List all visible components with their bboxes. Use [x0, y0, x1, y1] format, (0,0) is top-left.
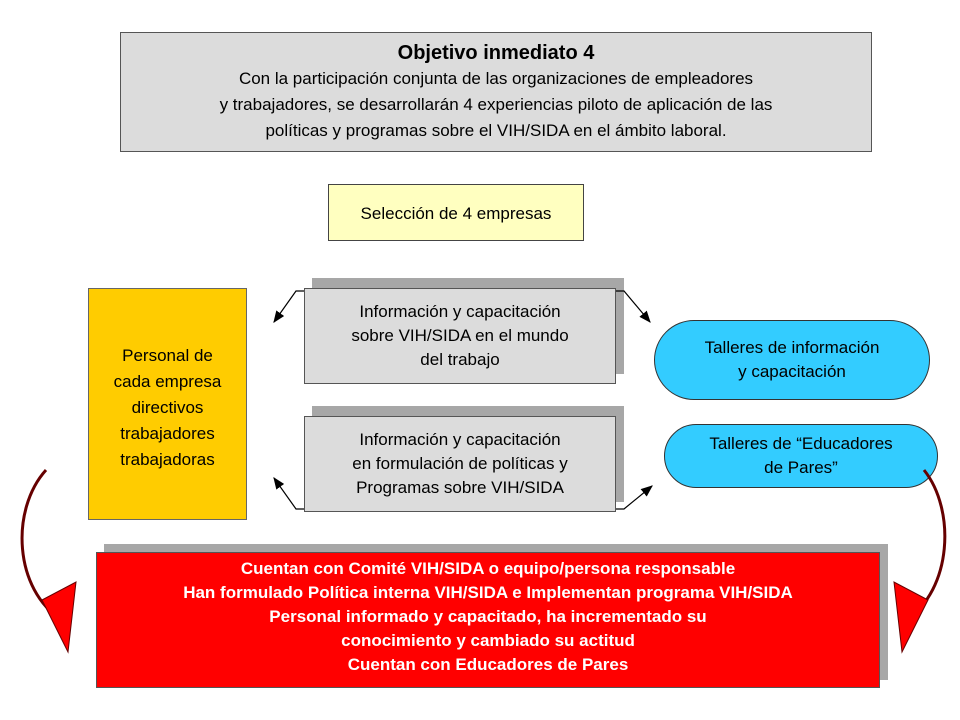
arrow-info2-to-workshop — [616, 486, 652, 509]
personal-line: trabajadoras — [120, 450, 215, 469]
objective-line: y trabajadores, se desarrollarán 4 experiencias piloto de aplicación de las — [219, 95, 773, 114]
results-line: Han formulado Política interna VIH/SIDA e Implementan programa VIH/SIDA — [183, 583, 793, 602]
workshop-line: de Pares” — [764, 458, 838, 477]
results-line: Cuentan con Comité VIH/SIDA o equipo/persona responsable — [240, 559, 736, 578]
personal-line: directivos — [131, 398, 204, 417]
arrow-info1-to-workshop — [616, 291, 650, 322]
selection-box: Selección de 4 empresas — [328, 184, 584, 241]
arrow-info2-to-personal — [274, 478, 304, 509]
info-line: Información y capacitación — [359, 302, 561, 321]
info-line: Programas sobre VIH/SIDA — [356, 478, 564, 497]
results-line: conocimiento y cambiado su actitud — [341, 631, 635, 650]
objective-title: Objetivo inmediato 4 — [397, 42, 595, 64]
objective-line: políticas y programas sobre el VIH/SIDA en el ámbito laboral. — [265, 121, 727, 140]
info-line: sobre VIH/SIDA en el mundo — [351, 326, 569, 345]
personal-line: cada empresa — [113, 372, 222, 391]
curved-arrow-right-head — [894, 582, 928, 652]
info-line: en formulación de políticas y — [352, 454, 568, 473]
workshop-line: y capacitación — [738, 362, 846, 381]
personal-line: Personal de — [122, 346, 213, 365]
curved-arrow-left-head — [42, 582, 76, 652]
results-line: Cuentan con Educadores de Pares — [347, 655, 629, 674]
personal-line: trabajadores — [120, 424, 215, 443]
info-line: del trabajo — [420, 350, 500, 369]
info-line: Información y capacitación — [359, 430, 561, 449]
workshop-line: Talleres de “Educadores — [709, 434, 893, 453]
arrow-info1-to-personal — [274, 291, 304, 322]
results-line: Personal informado y capacitado, ha incrementado su — [269, 607, 707, 626]
objective-line: Con la participación conjunta de las organizaciones de empleadores — [238, 69, 754, 88]
workshop-line: Talleres de información — [704, 338, 880, 357]
